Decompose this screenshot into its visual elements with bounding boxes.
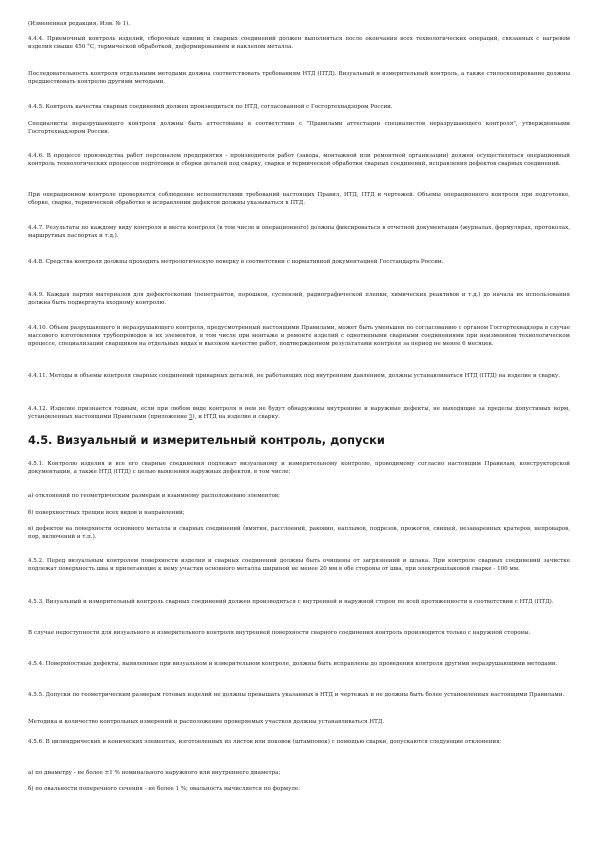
paragraph-ndt-specialists: Специалисты неразрушающего контроля должны быть аттестованы в соответствии с "Правилами аттестации специалистов неразрушающего контроля", утвержденными Госгортехнадзором России. [28,121,570,135]
appendix-5-link[interactable]: 5 [188,413,193,420]
paragraph-4-4-5: 4.4.5. Контроль качества сварных соединений должен производиться по НТД, согласованной с Госгортехнадзором России. [28,104,393,110]
paragraph-4-4-11: 4.4.11. Методы и объемы контроля сварных соединений приварных деталей, не работающих под внутренним давлением, должны устанавливаться НТД (ПТД) на изделие и сварку. [28,373,561,379]
paragraph-4-5-5: 4.5.5. Допуски по геометрическим размерам готовых изделий не должны превышать указанных в НТД и чертежах и не должны быть более установленных настоящими Правилами. [28,692,565,698]
paragraph-4-4-9: 4.4.9. Каждая партия материалов для дефектоскопии (пенетрантов, порошков, суспензий, радиографической пленки, химических реактивов и т.д.) до начала их использования должна быть подвергнута входному контролю. [28,292,570,306]
paragraph-measurement-method: Методика и количество контрольных измерений и расположение проверяемых участков должны устанавливаться НТД. [28,719,385,725]
paragraph-4-4-12-text: 4.4.12. Изделие признается годным, если при любом виде контроля в нем не будут обнаружены внутренние и наружные дефекты, не выходящие за пределы допустимых норм, установленных настоящими Правилами (приложение 5), и НТД на изделие и сварку. [28,406,570,420]
section-heading: 4.5. Визуальный и измерительный контроль, допуски [28,433,385,447]
paragraph-4-5-4: 4.5.4. Поверхностные дефекты, выявленные при визуальном и измерительном контроле, должны быть исправлены до проведения контроля другими неразрушающими методами. [28,661,558,667]
paragraph-4-4-4: 4.4.4. Приемочный контроль изделий, сборочных единиц и сварных соединений должен выполняться после окончания всех технологических операций, связанных с нагревом изделия свыше 450 °С, термической обработкой, деформированием и наклепом металла. [28,36,570,50]
list-item-a-deviations: а) отклонений по геометрическим размерам и взаимному расположению элементов; [28,493,280,499]
paragraph-4-4-10: 4.4.10. Объем разрушающего и неразрушающего контроля, предусмотренный настоящими Правилами, может быть уменьшен по согласованию с органом Госгортехнадзора в случае массового изготовления трубопроводов и их элементов, в том числе при монтаже и ремонте изделий с однотипными сварными соединениями при неизменном технологическом процессе, специализации сварщиков на отдельных видах и высоком качестве работ, подтвержденном результатами контроля за период не менее 6 месяцев. [28,325,570,347]
paragraph-4-4-8: 4.4.8. Средства контроля должны проходить метрологическую поверку в соответствии с нормативной документацией Госстандарта России. [28,259,444,265]
paragraph-4-5-2: 4.5.2. Перед визуальным контролем поверхности изделия и сварных соединений должны быть очищены от загрязнений и шлака. При контроле сварных соединений зачистке подлежат поверхность шва и прилегающие к нему участки основного металла шириной не менее 20 мм в обе стороны от шва, при электрошлаковой сварке - 100 мм. [28,558,570,572]
paragraph-4-4-12 [28,406,570,422]
list-item-c-surface-defects: в) дефектов на поверхности основного металла и сварных соединений (вмятин, расслоений, раковин, наплывов, подрезов, прожогов, свищей, незаваренных кратеров, непроваров, пор, включений и т.п.). [28,526,570,540]
paragraph-4-4-6: 4.4.6. В процессе производства работ персоналом предприятия - производителя работ (завода, монтажной или ремонтной организации) должен осуществляться операционный контроль технологических процессов подготовки и сборки деталей под сварку, сварки и термической обработки сварных соединений, исправления дефектов сварных соединений. [28,153,570,167]
list-item-b-cracks: б) поверхностных трещин всех видов и направлений; [28,510,185,516]
paragraph-4-4-7: 4.4.7. Результаты по каждому виду контроля и места контроля (в том числе и операционного) должны фиксироваться в отчетной документации (журналах, формулярах, протоколах, маршрутных паспортах и т.д.). [28,225,570,239]
paragraph-4-5-6: 4.5.6. В цилиндрических и конических элементах, изготовленных из листов или поковок (штамповок) с помощью сварки, допускаются следующие отклонения: [28,739,502,745]
list-item-b-ovality: б) по овальности поперечного сечения - не более 1 %; овальность вычисляется по формуле: [28,786,301,792]
paragraph-operational-control: При операционном контроле проверяется соблюдение исполнителями требований настоящих Правил, НТД, ПТД и чертежей. Объемы операционного контроля при подготовке, сборке, сварке, термической обработке и исправлении дефектов должны указываться в ПТД. [28,192,570,206]
paragraph-4-5-1: 4.5.1. Контролю изделия и все его сварные соединения подлежат визуальному и измерительному контролю, проводимому согласно настоящим Правилам, конструкторской документации, а также НТД (ПТД) с целью выявления наружных дефектов, в том числе: [28,461,570,475]
list-item-a-diameter: а) по диаметру - не более ±1 % номинального наружного или внутреннего диаметра; [28,770,281,776]
paragraph-4-5-3: 4.5.3. Визуальный и измерительный контроль сварных соединений должен производиться с внутренней и наружной сторон по всей протяженности в соответствии с НТД (ПТД). [28,599,554,605]
amendment-note: (Измененная редакция, Изм. № 1). [28,21,131,27]
paragraph-control-sequence: Последовательность контроля отдельными методами должна соответствовать требованиям НТД (ПТД). Визуальный и измерительный контроль, а также стилоскопирование должны предшествовать контролю другими методами. [28,71,570,85]
paragraph-inaccessible-surface: В случае недоступности для визуального и измерительного контроля внутренней поверхности сварного соединения контроль производится только с наружной стороны. [28,630,531,636]
